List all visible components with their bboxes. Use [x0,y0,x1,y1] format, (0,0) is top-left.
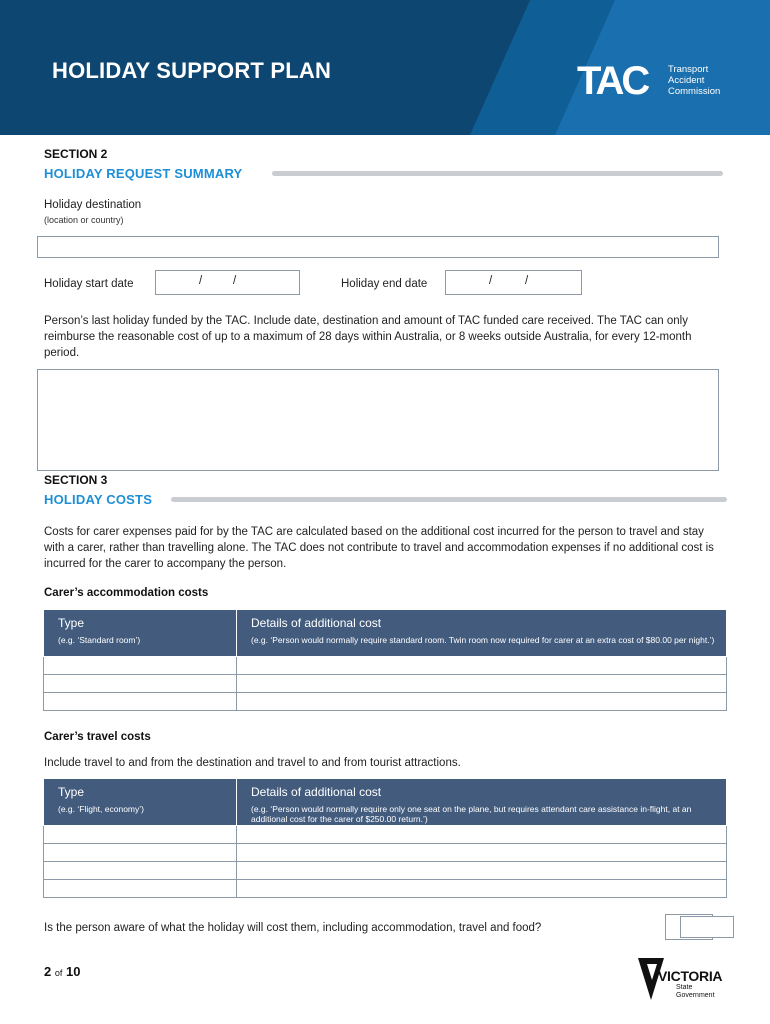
travel-costs-table [43,778,727,898]
date-separator: / [525,275,529,287]
section-3-heading: HOLIDAY COSTS [44,492,153,507]
victoria-subtext-line: Government [676,992,715,999]
table-row [44,675,727,693]
costs-intro: Costs for carer expenses paid for by the TAC are calculated based on the additional cost incurred for the person to travel and stay with a carer, rather than travelling alone. The TAC does not contribute to travel and accommodation expenses if no additional cost is incurred for the carer to accompany the person. [44,526,714,570]
type-cell-input[interactable] [44,657,237,675]
victoria-subtext [676,984,715,1000]
travel-costs-title: Carer’s travel costs [44,731,151,743]
section-2-heading: HOLIDAY REQUEST SUMMARY [44,166,243,181]
type-cell-input[interactable] [44,862,237,880]
last-holiday-textarea[interactable] [37,369,719,471]
victoria-wordmark: VICTORIA [658,968,723,984]
type-cell-input[interactable] [44,675,237,693]
date-separator: / [489,275,493,287]
page-number [44,964,80,979]
table-row [44,826,727,844]
org-name-line: Commission [668,86,721,97]
table-row [44,862,727,880]
column-title: Type [58,616,85,630]
table-row [44,693,727,711]
accommodation-costs-table [43,609,727,711]
details-cell-input[interactable] [237,826,727,844]
page-total: 10 [66,964,81,979]
type-cell-input[interactable] [44,844,237,862]
org-name [668,64,720,97]
page-of: of [54,968,63,978]
end-date-input[interactable] [445,270,582,295]
type-cell-input[interactable] [44,826,237,844]
table-row [44,657,727,675]
end-date-label: Holiday end date [341,278,428,290]
destination-hint: (location or country) [44,215,124,225]
type-cell-input[interactable] [44,880,237,898]
column-header-details [237,779,727,826]
victoria-subtext-line: State [676,984,693,991]
details-cell-input[interactable] [237,862,727,880]
section-divider [171,497,727,502]
section-3-label: SECTION 3 [44,473,108,487]
column-hint: (e.g. ‘Standard room’) [58,635,141,645]
details-cell-input[interactable] [237,675,727,693]
section-2-label: SECTION 2 [44,147,108,161]
column-hint: (e.g. ‘Flight, economy’) [58,804,144,814]
type-cell-input[interactable] [44,693,237,711]
start-date-label: Holiday start date [44,278,134,290]
aware-question: Is the person aware of what the holiday will cost them, including accommodation, travel and food? [44,922,542,934]
tac-logo [577,60,667,98]
destination-input[interactable] [37,236,719,258]
column-title: Details of additional cost [251,616,382,630]
destination-label: Holiday destination [44,199,142,211]
column-title: Details of additional cost [251,785,382,799]
tac-logo-text: TAC [577,60,648,98]
details-cell-input[interactable] [237,844,727,862]
page-title: HOLIDAY SUPPORT PLAN [52,58,332,83]
table-row [44,844,727,862]
column-hint: (e.g. ‘Person would normally require standard room. Twin room now required for carer at an extra cost of $80.00 per night.’) [251,635,715,645]
details-cell-input[interactable] [237,880,727,898]
column-header-type [44,610,237,657]
aware-answer-box[interactable] [680,916,734,938]
details-cell-input[interactable] [237,693,727,711]
section-divider [272,171,723,176]
last-holiday-instructions: Person’s last holiday funded by the TAC. Include date, destination and amount of TAC funded care received. The TAC can only reimburse the reasonable cost of up to a maximum of 28 days within Australia, or 8 weeks outside Australia, for every 12-month period. [44,315,692,359]
column-header-details [237,610,727,657]
column-hint: (e.g. ‘Person would normally require only one seat on the plane, but requires attendant care assistance in-flight, at an additional cost for the carer of $250.00 return.’) [251,804,692,824]
column-title: Type [58,785,85,799]
page-current: 2 [44,964,52,979]
date-separator: / [199,275,203,287]
travel-costs-note: Include travel to and from the destination and travel to and from tourist attractions. [44,757,461,769]
table-row [44,880,727,898]
details-cell-input[interactable] [237,657,727,675]
accommodation-costs-title: Carer’s accommodation costs [44,587,209,599]
column-header-type [44,779,237,826]
org-name-line: Transport [668,64,709,75]
org-name-line: Accident [668,75,705,86]
start-date-input[interactable] [155,270,300,295]
date-separator: / [233,275,237,287]
victoria-government-logo [638,956,738,1006]
